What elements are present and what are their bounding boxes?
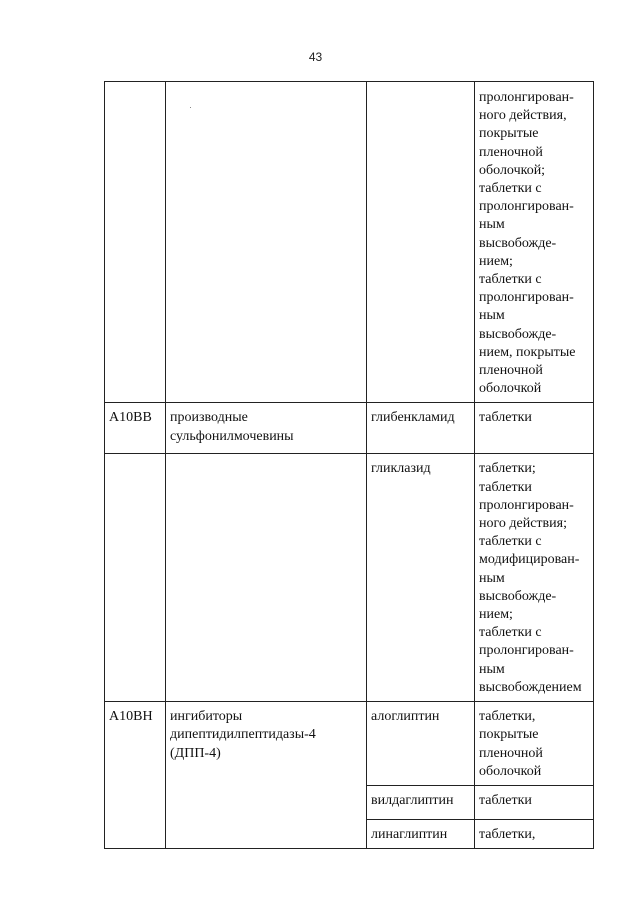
dosage-form-line: таблетки с <box>479 181 542 197</box>
dosage-form-line: оболочкой <box>479 763 542 779</box>
dosage-form-line: таблетки <box>479 410 532 426</box>
substance-cell: гликлазид <box>367 454 475 702</box>
dosage-form-line: таблетки <box>479 792 532 808</box>
substance-cell: вилдаглиптин <box>367 785 475 819</box>
dosage-form-line: ным <box>479 308 505 324</box>
dosage-form-line: пролонгирован- <box>479 290 574 306</box>
dosage-form-line: нием, покрытые <box>479 344 576 360</box>
table-row <box>105 454 594 702</box>
dosage-form-line: высвобожде- <box>479 326 557 342</box>
dosage-form-line: таблетки, <box>479 826 536 842</box>
page-number: 43 <box>308 50 323 64</box>
dosage-form-cell <box>475 819 594 848</box>
dosage-form-line: высвобожде- <box>479 235 557 251</box>
dosage-form-line: пролонгирован- <box>479 90 574 105</box>
group-name-cell: производные сульфонилмочевины <box>166 403 367 454</box>
dosage-form-cell <box>475 702 594 786</box>
dosage-form-line: пленочной <box>479 144 543 160</box>
dosage-form-cell <box>475 785 594 819</box>
dosage-form-line: покрытые <box>479 126 539 142</box>
dosage-form-cell <box>475 82 594 403</box>
dosage-form-line: пролонгирован- <box>479 199 574 215</box>
substance-cell: глибенкламид <box>367 403 475 454</box>
dosage-form-line: нием; <box>479 607 513 623</box>
dosage-form-cell <box>475 403 594 454</box>
atc-code-cell <box>105 82 166 403</box>
dosage-form-line: ного действия; <box>479 516 567 532</box>
group-name-cell: ингибиторы дипептидилпептидазы-4 (ДПП-4) <box>166 702 367 849</box>
dosage-form-line: высвобожде- <box>479 588 557 604</box>
dosage-form-line: таблетки с <box>479 272 542 288</box>
dosage-form-line: нием; <box>479 253 513 269</box>
dosage-form-line: таблетки <box>479 479 532 495</box>
dosage-form-line: ным <box>479 661 505 677</box>
dosage-form-line: таблетки; <box>479 461 536 477</box>
dosage-form-line: таблетки с <box>479 625 542 641</box>
dosage-form-line: пленочной <box>479 745 543 761</box>
atc-drug-table <box>104 81 594 849</box>
substance-cell <box>367 82 475 403</box>
atc-code-cell: A10BB <box>105 403 166 454</box>
dosage-form-line: покрытые <box>479 727 539 743</box>
dosage-form-line: высвобождением <box>479 679 582 695</box>
dosage-form-line: пролонгирован- <box>479 643 574 659</box>
dosage-form-line: таблетки, <box>479 709 536 725</box>
dosage-form-line: ного действия, <box>479 108 567 124</box>
dosage-form-cell <box>475 454 594 702</box>
dosage-form-line: ным <box>479 570 505 586</box>
atc-code-cell: A10BH <box>105 702 166 849</box>
group-name-cell <box>166 454 367 702</box>
dosage-form-line: оболочкой; <box>479 162 546 178</box>
substance-cell: линаглиптин <box>367 819 475 848</box>
dosage-form-line: модифицирован- <box>479 552 580 568</box>
dosage-form-line: пролонгирован- <box>479 497 574 513</box>
substance-cell: алоглиптин <box>367 702 475 786</box>
table-row <box>105 403 594 454</box>
dosage-form-line: таблетки с <box>479 534 542 550</box>
dosage-form-line: пленочной <box>479 363 543 379</box>
atc-code-cell <box>105 454 166 702</box>
table-row <box>105 82 594 403</box>
group-name-cell <box>166 82 367 403</box>
dosage-form-line: оболочкой <box>479 381 542 397</box>
table-row <box>105 702 594 786</box>
dosage-form-line: ным <box>479 217 505 233</box>
